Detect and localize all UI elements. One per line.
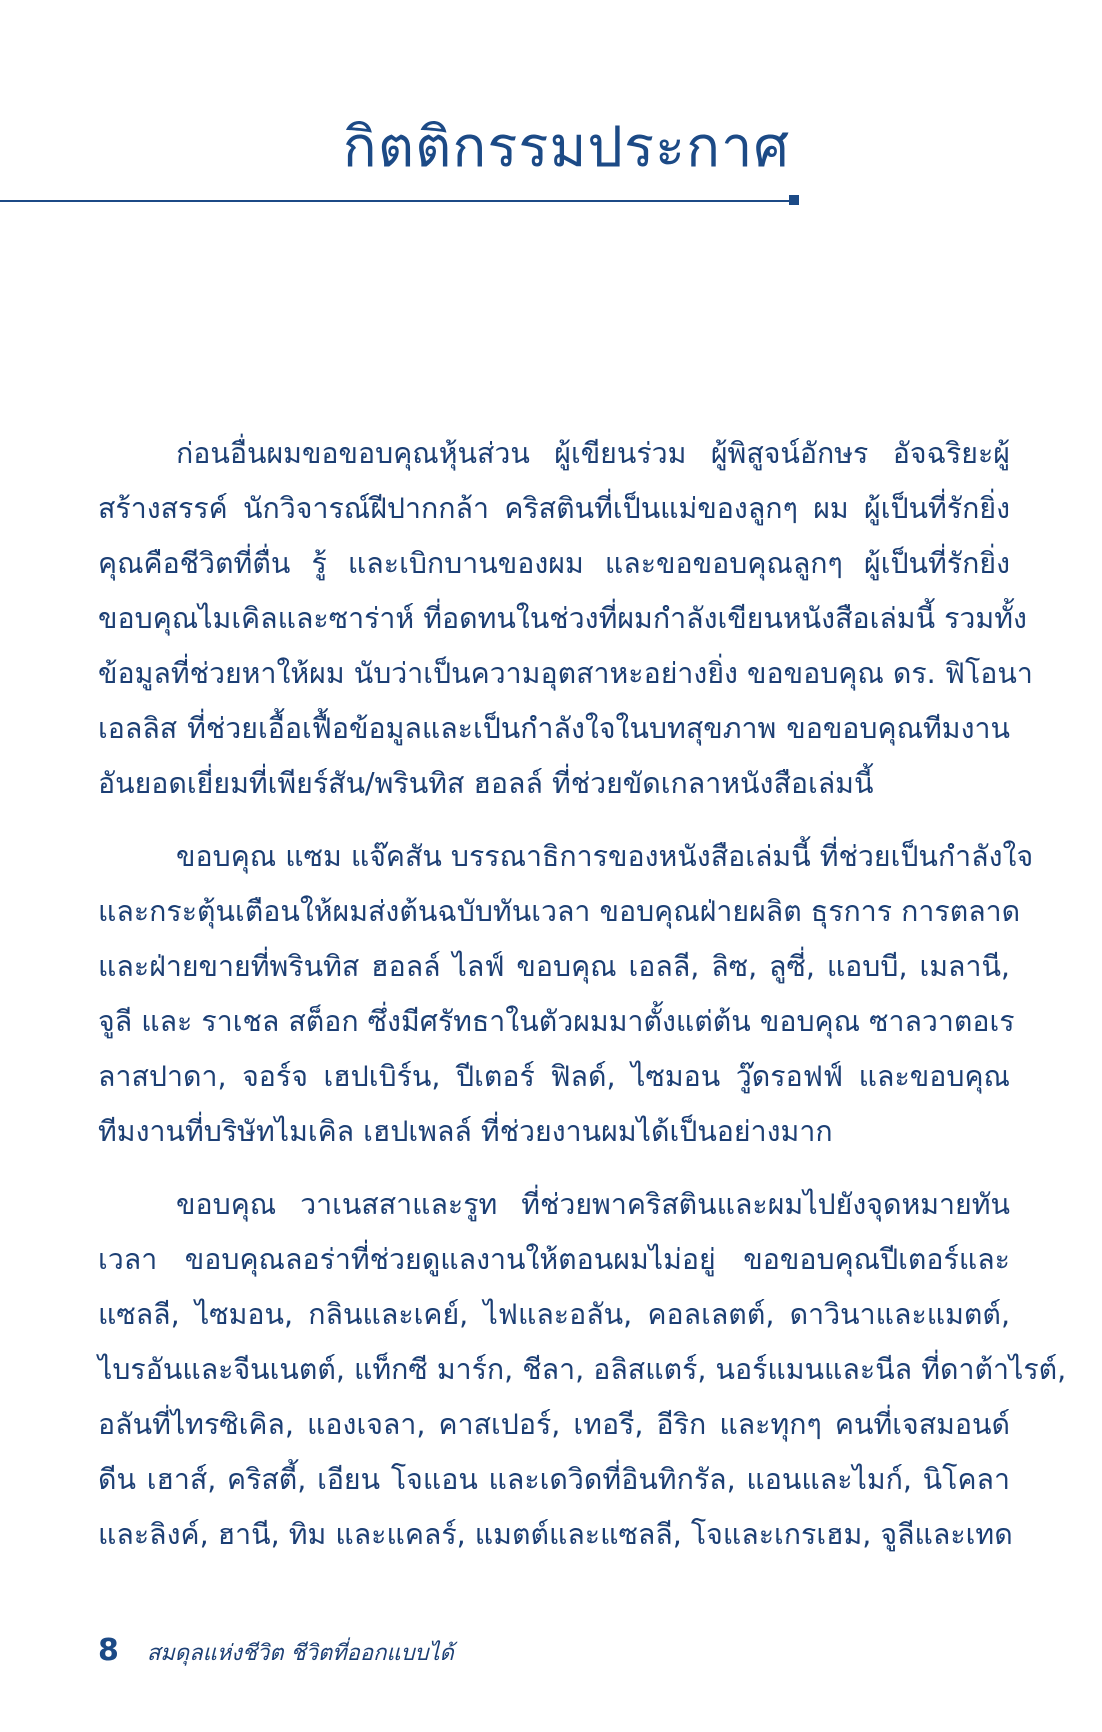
text-line: เวลา ขอบคุณลอร่าที่ช่วยดูแลงานให้ตอนผมไม่อยู่ ขอขอบคุณปีเตอร์และ [98, 1243, 1010, 1276]
page-footer [98, 1633, 454, 1677]
running-book-title: สมดุลแห่งชีวิต ชีวิตที่ออกแบบได้ [146, 1641, 454, 1666]
text-line: และลิงค์, ฮานี, ทิม และแคลร์, แมตต์และแซลลี, โจและเกรเฮม, จูลีและเทด [98, 1518, 1013, 1551]
text-line: อันยอดเยี่ยมที่เพียร์สัน/พรินทิส ฮอลล์ ที่ช่วยขัดเกลาหนังสือเล่มนี้ [98, 767, 874, 800]
title-underline [0, 200, 790, 202]
text-line: ทีมงานที่บริษัทไมเคิล เฮปเพลล์ ที่ช่วยงานผมได้เป็นอย่างมาก [98, 1115, 833, 1148]
paragraph-3 [98, 1177, 1067, 1562]
paragraph-2 [98, 829, 1034, 1159]
text-line: จูลี และ ราเชล สต็อก ซึ่งมีศรัทธาในตัวผมมาตั้งแต่ต้น ขอบคุณ ซาลวาตอเร [98, 1005, 1015, 1038]
text-line: ข้อมูลที่ช่วยหาให้ผม นับว่าเป็นความอุตสาหะอย่างยิ่ง ขอขอบคุณ ดร. ฟิโอนา [98, 657, 1033, 690]
text-line: ลาสปาดา, จอร์จ เฮปเบิร์น, ปีเตอร์ ฟิลด์, ไซมอน วู๊ดรอฟฟ์ และขอบคุณ [98, 1060, 1010, 1093]
text-line: คุณคือชีวิตที่ตื่น รู้ และเบิกบานของผม และขอขอบคุณลูกๆ ผู้เป็นที่รักยิ่ง [98, 547, 1010, 580]
page-number: 8 [98, 1633, 119, 1668]
text-line: ขอบคุณไมเคิลและซาร่าห์ ที่อดทนในช่วงที่ผมกำลังเขียนหนังสือเล่มนี้ รวมทั้ง [98, 602, 1027, 635]
text-line: แซลลี, ไซมอน, กลินและเคย์, ไฟและอลัน, คอลเลตต์, ดาวินาและแมตต์, [98, 1298, 1010, 1331]
text-line: อลันที่ไทรซิเคิล, แองเจลา, คาสเปอร์, เทอรี, อีริก และทุกๆ คนที่เจสมอนด์ [98, 1408, 1010, 1441]
paragraph-1 [98, 426, 1033, 811]
body-text [98, 426, 1067, 1580]
text-line: ขอบคุณ วาเนสสาและรูท ที่ช่วยพาคริสตินและผมไปยังจุดหมายทัน [176, 1188, 1010, 1221]
text-line: และกระตุ้นเตือนให้ผมส่งต้นฉบับทันเวลา ขอบคุณฝ่ายผลิต ธุรการ การตลาด [98, 895, 1021, 928]
text-line: ขอบคุณ แซม แจ๊คสัน บรรณาธิการของหนังสือเล่มนี้ ที่ช่วยเป็นกำลังใจ [176, 840, 1034, 873]
text-line: ก่อนอื่นผมขอขอบคุณหุ้นส่วน ผู้เขียนร่วม ผู้พิสูจน์อักษร อัจฉริยะผู้ [176, 437, 1010, 470]
text-line: และฝ่ายขายที่พรินทิส ฮอลล์ ไลฟ์ ขอบคุณ เอลลี, ลิซ, ลูซี่, แอบบี, เมลานี, [98, 950, 1010, 983]
page-title: กิตติกรรมประกาศ [342, 115, 790, 180]
text-line: เอลลิส ที่ช่วยเอื้อเฟื้อข้อมูลและเป็นกำลังใจในบทสุขภาพ ขอขอบคุณทีมงาน [98, 712, 1010, 745]
text-line: ไบรอันและจีนเนตต์, แท็กซี มาร์ก, ชีลา, อลิสแตร์, นอร์แมนและนีล ที่ดาต้าไรต์, [98, 1353, 1067, 1386]
text-line: ดีน เฮาส์, คริสตี้, เอียน โจแอน และเดวิดที่อินทิกรัล, แอนและไมก์, นิโคลา [98, 1463, 1010, 1496]
title-underline-end-square [789, 195, 799, 205]
text-line: สร้างสรรค์ นักวิจารณ์ฝีปากกล้า คริสตินที่เป็นแม่ของลูกๆ ผม ผู้เป็นที่รักยิ่ง [98, 492, 1010, 525]
